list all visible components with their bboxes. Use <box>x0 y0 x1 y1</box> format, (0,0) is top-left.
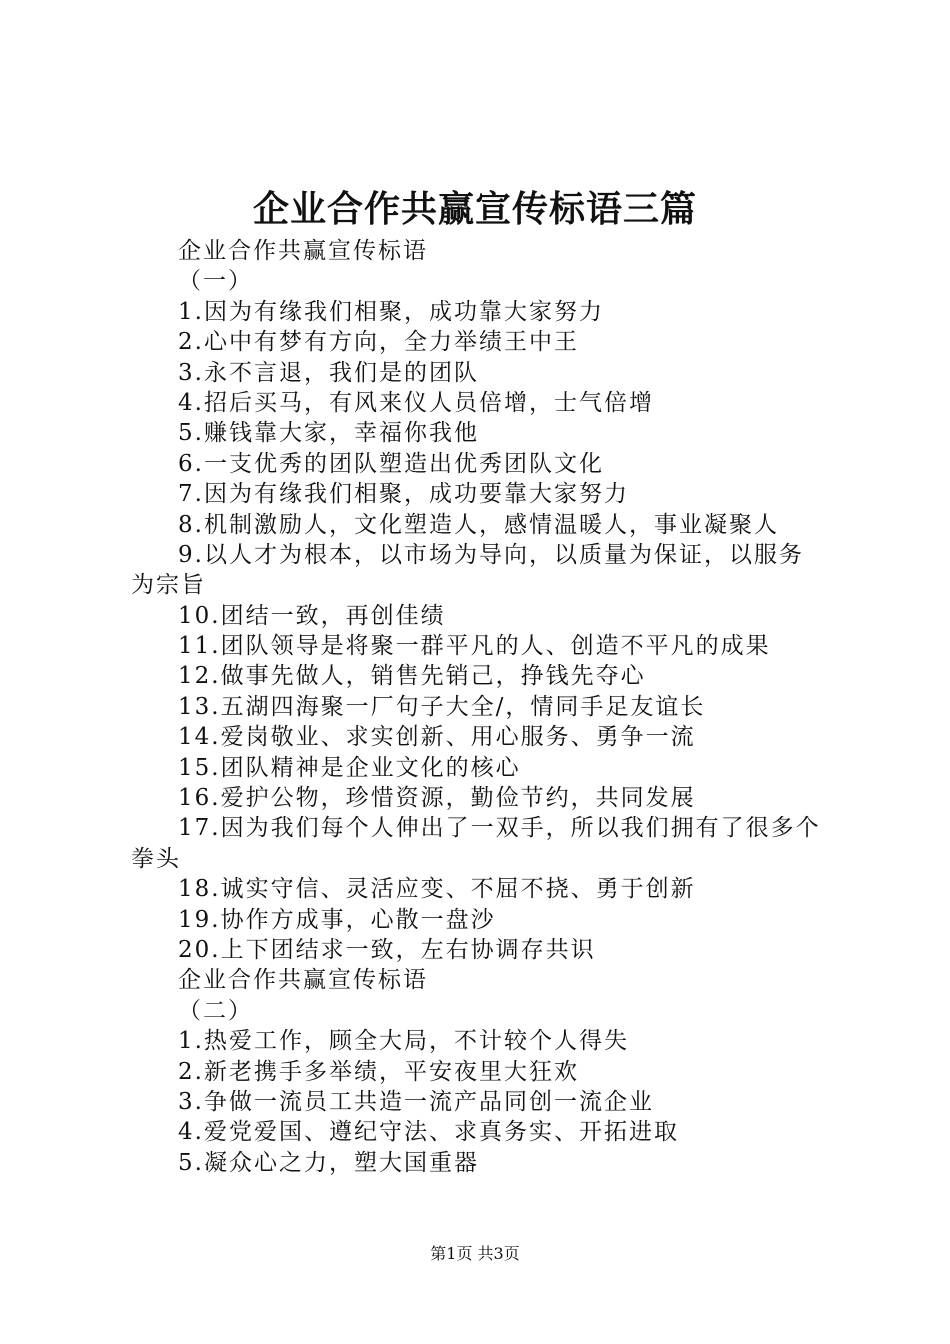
text-line: 10.团结一致，再创佳绩 <box>178 602 446 629</box>
text-line: 13.五湖四海聚一厂句子大全/，情同手足友谊长 <box>178 693 706 720</box>
text-line: 18.诚实守信、灵活应变、不屈不挠、勇于创新 <box>178 876 696 903</box>
text-line: 拳头 <box>131 845 181 872</box>
text-line: （一） <box>178 268 253 295</box>
text-line: （二） <box>178 997 253 1024</box>
text-line: 15.团队精神是企业文化的核心 <box>178 754 521 781</box>
text-line: 20.上下团结求一致，左右协调存共识 <box>178 936 596 963</box>
text-line: 9.以人才为根本，以市场为导向，以质量为保证，以服务 <box>178 541 804 568</box>
document-body <box>131 236 831 1178</box>
text-line: 5.赚钱靠大家，幸福你我他 <box>178 420 479 447</box>
text-line: 4.爱党爱国、遵纪守法、求真务实、开拓进取 <box>178 1119 679 1146</box>
document-title: 企业合作共赢宣传标语三篇 <box>252 188 697 230</box>
text-line: 14.爱岗敬业、求实创新、用心服务、勇争一流 <box>178 724 696 751</box>
text-line: 3.争做一流员工共造一流产品同创一流企业 <box>178 1088 654 1115</box>
text-line: 12.做事先做人，销售先销己，挣钱先夺心 <box>178 663 646 690</box>
text-line: 2.心中有梦有方向，全力举绩王中王 <box>178 329 579 356</box>
text-line: 8.机制激励人，文化塑造人，感情温暖人，事业凝聚人 <box>178 511 779 538</box>
text-line: 6.一支优秀的团队塑造出优秀团队文化 <box>178 450 604 477</box>
text-line: 16.爱护公物，珍惜资源，勤俭节约，共同发展 <box>178 785 696 812</box>
text-line: 2.新老携手多举绩，平安夜里大狂欢 <box>178 1058 579 1085</box>
text-line: 企业合作共赢宣传标语 <box>178 967 428 994</box>
text-line: 3.永不言退，我们是的团队 <box>178 359 479 386</box>
text-line: 4.招后买马，有风来仪人员倍增，士气倍增 <box>178 389 654 416</box>
text-line: 11.团队领导是将聚一群平凡的人、创造不平凡的成果 <box>178 633 771 660</box>
text-line: 7.因为有缘我们相聚，成功要靠大家努力 <box>178 481 629 508</box>
text-line: 1.热爱工作，顾全大局，不计较个人得失 <box>178 1028 629 1055</box>
text-line: 17.因为我们每个人伸出了一双手，所以我们拥有了很多个 <box>178 815 821 842</box>
text-line: 企业合作共赢宣传标语 <box>178 238 428 264</box>
text-line: 1.因为有缘我们相聚，成功靠大家努力 <box>178 298 604 325</box>
text-line: 为宗旨 <box>131 572 206 599</box>
page-footer: 第1页 共3页 <box>430 1244 520 1263</box>
text-line: 5.凝众心之力，塑大国重器 <box>178 1149 479 1176</box>
text-line: 19.协作方成事，心散一盘沙 <box>178 906 496 933</box>
